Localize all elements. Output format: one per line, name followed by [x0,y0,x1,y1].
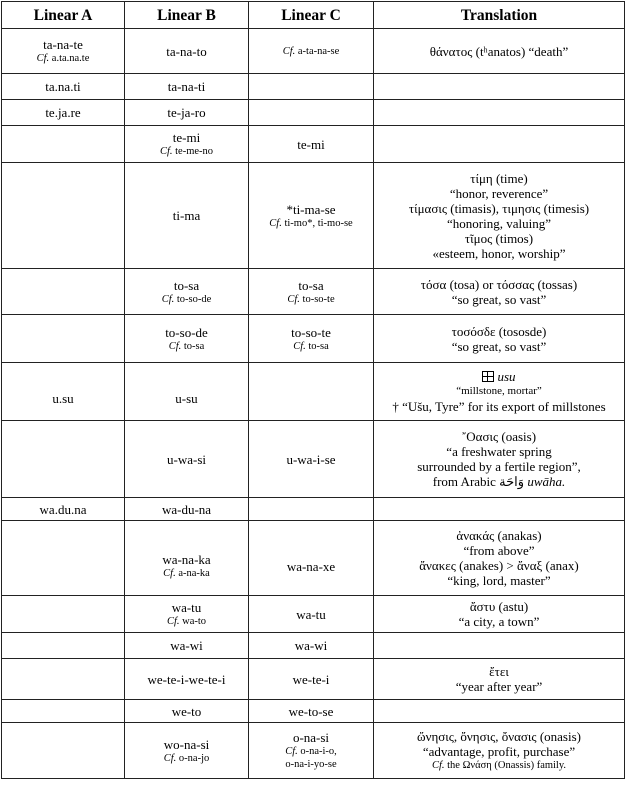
cell-translation [374,521,625,596]
arabic-word: وَاحَة [499,474,525,489]
word: ta-na-to [166,43,207,59]
translation-line: from Arabic وَاحَة uwāha. [432,474,566,489]
cell-linear-b [125,163,249,269]
cell-translation [374,126,625,163]
word: ti-ma [172,208,201,223]
translation-line: θάνατος (tʰanatos) “death” [429,43,569,59]
table-row [2,315,625,363]
table-row [2,74,625,100]
lexicon-table [1,1,625,779]
table-row [2,700,625,723]
word: to-sa [298,277,324,293]
cell-linear-b: u-su [125,363,249,421]
cell-linear-a [2,163,125,269]
word: te-mi [297,136,325,152]
translation-line: “so great, so vast” [451,291,547,307]
cell-translation [374,74,625,100]
cell-linear-c: u-wa-i-se [249,421,374,498]
cell-linear-a [2,521,125,596]
word: wo-na-si [163,736,210,752]
header-linear-b: Linear B [125,2,249,29]
word: *ti-ma-se [286,201,336,217]
cell-linear-c: we-to-se [249,700,374,723]
cell-linear-b [125,596,249,633]
cf-note-continued: o-na-i-yo-se [285,759,337,770]
cell-linear-c: wa-tu [249,596,374,633]
translation-line: “from above” [463,543,535,558]
cell-translation [374,723,625,779]
table-row [2,723,625,779]
cell-translation [374,633,625,659]
cell-linear-a: u.su [2,363,125,421]
cf-note: Cf. a.ta.na.te [36,53,90,64]
cell-linear-b: we-te-i-we-te-i [125,659,249,700]
table-row [2,633,625,659]
word: to-so-de [165,324,208,340]
cf-note: Cf. to-sa [293,340,329,352]
translation-line: “so great, so vast” [451,338,547,354]
cf-note: Cf. to-sa [168,340,205,352]
translation-line: ἀνακάς (anakas) [456,528,542,543]
cell-translation [374,700,625,723]
translation-line: “honor, reverence” [449,185,549,201]
word: to-so-te [291,324,331,340]
cell-linear-c [249,269,374,315]
table-row [2,421,625,498]
cell-linear-b: u-wa-si [125,421,249,498]
translation-line: «esteem, honor, worship” [432,245,566,261]
word: wa-na-xe [286,558,336,574]
cf-note: Cf. a-na-ka [163,568,210,579]
cell-linear-b: te-ja-ro [125,100,249,126]
cell-linear-b [125,521,249,596]
cf-note: Cf. a-ta-na-se [282,45,340,57]
cell-linear-c [249,498,374,521]
translation-line: ῎Οασις (oasis) [461,429,537,444]
cell-linear-c [249,100,374,126]
header-translation: Translation [374,2,625,29]
cell-linear-c [249,74,374,100]
cell-linear-b [125,315,249,363]
translation-line: τίμασις (timasis), τιμησις (timesis) [408,200,590,216]
translation-line: “millstone, mortar” [456,385,542,397]
table-row [2,269,625,315]
cell-linear-a [2,269,125,315]
cell-linear-c: we-te-i [249,659,374,700]
cell-translation [374,269,625,315]
table-row [2,498,625,521]
word: te-mi [172,130,201,145]
cell-translation [374,100,625,126]
word: wa-na-ka [162,552,211,567]
translation-line: ἄνακες (anakes) > ἄναξ (anax) [419,558,579,573]
translation-line: τόσα (tosa) or τόσσας (tossas) [420,276,578,292]
cell-linear-a [2,723,125,779]
table-row [2,126,625,163]
cf-note: Cf. to-so-de [161,293,212,305]
translation-line: τοσόσδε (tososde) [451,323,547,339]
translation-line: “advantage, profit, purchase” [422,744,576,759]
header-row [2,2,625,29]
table-row [2,363,625,421]
translation-line: “a freshwater spring [446,444,552,459]
header-linear-c: Linear C [249,2,374,29]
cell-linear-c [249,723,374,779]
cell-linear-b [125,29,249,74]
cf-note: Cf. te-me-no [159,146,214,157]
translation-line: ὤνησις, ὄνησις, ὄνασις (onasis) [417,729,581,744]
cell-linear-b [125,126,249,163]
cell-linear-b [125,723,249,779]
cell-linear-a [2,421,125,498]
cell-linear-a [2,126,125,163]
cell-linear-a [2,659,125,700]
cf-note: Cf. the Ωνάση (Onassis) family. [431,760,567,771]
cell-translation [374,363,625,421]
cell-linear-c [249,126,374,163]
table-row [2,163,625,269]
cell-linear-c [249,521,374,596]
translation-line: “honoring, valuing” [447,215,551,231]
word: ta-na-te [43,37,83,52]
table-row [2,521,625,596]
header-linear-a: Linear A [2,2,125,29]
cell-linear-a [2,29,125,74]
cell-linear-a: wa.du.na [2,498,125,521]
cell-translation [374,659,625,700]
translation-line: “king, lord, master” [447,573,551,588]
cell-linear-a [2,633,125,659]
word: wa-tu [171,600,202,615]
cell-linear-c [249,29,374,74]
cell-linear-a [2,315,125,363]
cell-linear-a: te.ja.re [2,100,125,126]
table-row [2,29,625,74]
cell-linear-b: wa-wi [125,633,249,659]
cell-translation [374,163,625,269]
cell-translation [374,498,625,521]
cell-linear-b: we-to [125,700,249,723]
cf-note: Cf. to-so-te [287,293,335,305]
cell-linear-a [2,700,125,723]
cell-linear-c: wa-wi [249,633,374,659]
cf-note: Cf. wa-to [166,616,207,627]
cell-linear-b: wa-du-na [125,498,249,521]
translation-line: surrounded by a fertile region”, [417,459,581,474]
word: to-sa [173,277,200,293]
cell-linear-a [2,596,125,633]
table-row [2,596,625,633]
translation-line: usu [377,369,621,384]
word: o-na-si [292,730,330,745]
cf-note: Cf. ti-mo*, ti-mo-se [269,217,353,229]
cell-translation [374,29,625,74]
cell-linear-b: ta-na-ti [125,74,249,100]
cell-linear-c [249,363,374,421]
cell-translation [374,421,625,498]
table-row [2,659,625,700]
translation-line: “year after year” [455,679,543,694]
cf-note: Cf. o-na-jo [163,752,210,764]
table-row [2,100,625,126]
cuneiform-sign-icon [482,371,494,382]
translation-line: ἄστυ (astu) [469,599,529,614]
cell-translation [374,596,625,633]
translation-line: ἔτει [489,664,509,679]
cell-linear-c [249,315,374,363]
translation-line: “a city, a town” [458,614,540,629]
cell-linear-c [249,163,374,269]
translation-line: τίμη (time) [470,170,528,186]
cf-note: Cf. o-na-i-o, [285,746,337,757]
cell-linear-a: ta.na.ti [2,74,125,100]
cell-linear-b [125,269,249,315]
translation-line: † “Ušu, Tyre” for its export of millstones [392,399,606,414]
translation-line: τῖμος (timos) [464,230,534,246]
cell-translation [374,315,625,363]
